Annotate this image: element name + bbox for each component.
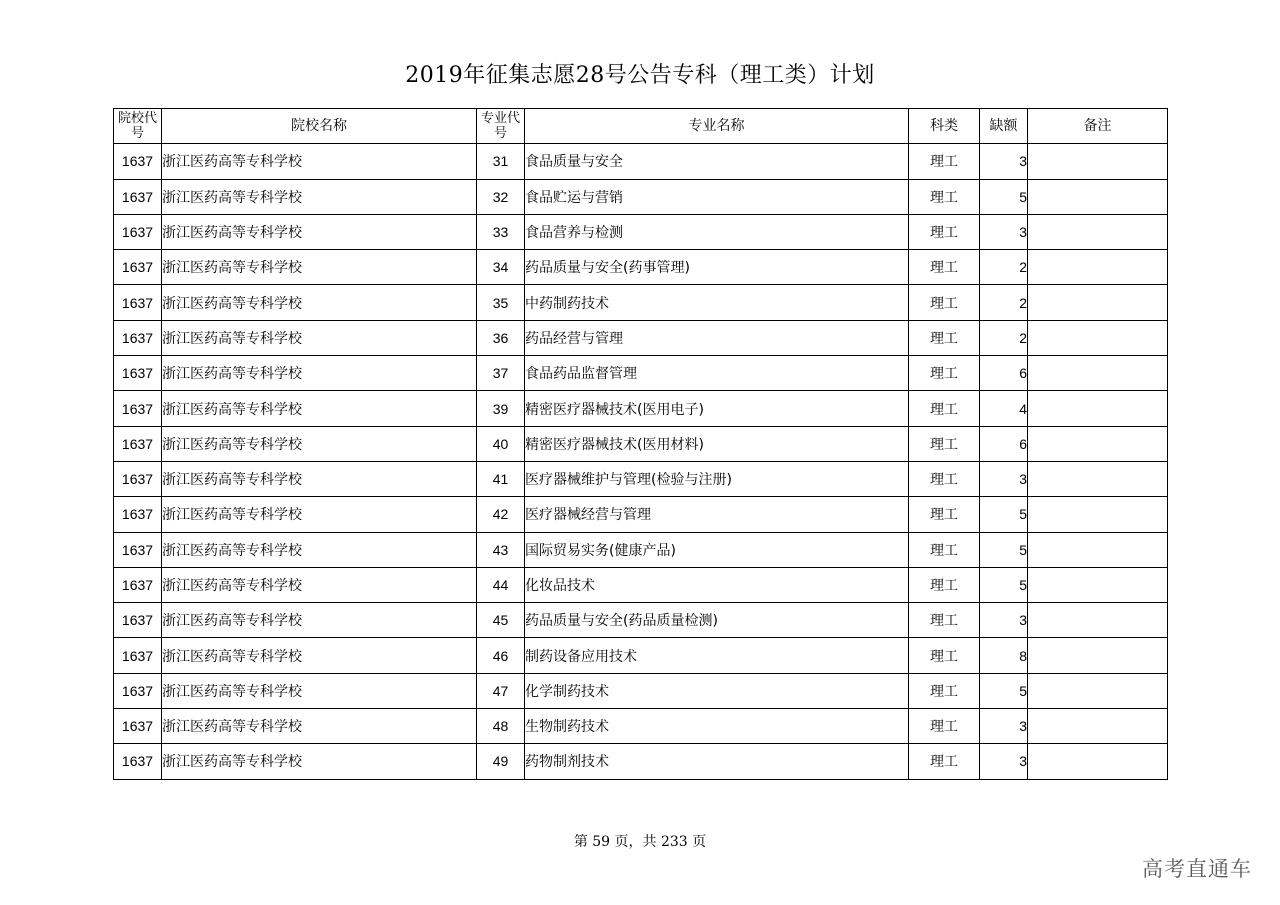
cell-major-name: 国际贸易实务(健康产品) bbox=[525, 532, 909, 567]
cell-school-name: 浙江医药高等专科学校 bbox=[162, 391, 477, 426]
cell-quota: 3 bbox=[980, 461, 1028, 496]
cell-note bbox=[1028, 144, 1168, 179]
cell-quota: 3 bbox=[980, 709, 1028, 744]
cell-major-name: 药品经营与管理 bbox=[525, 320, 909, 355]
table-row bbox=[114, 320, 1168, 355]
cell-category: 理工 bbox=[909, 179, 980, 214]
cell-quota: 5 bbox=[980, 179, 1028, 214]
cell-note bbox=[1028, 179, 1168, 214]
cell-school-code: 1637 bbox=[114, 567, 162, 602]
cell-major-name: 精密医疗器械技术(医用电子) bbox=[525, 391, 909, 426]
cell-school-code: 1637 bbox=[114, 214, 162, 249]
cell-major-name: 食品营养与检测 bbox=[525, 214, 909, 249]
cell-school-name: 浙江医药高等专科学校 bbox=[162, 709, 477, 744]
cell-school-code: 1637 bbox=[114, 320, 162, 355]
cell-major-code: 49 bbox=[477, 744, 525, 779]
cell-major-name: 药品质量与安全(药品质量检测) bbox=[525, 603, 909, 638]
watermark: 高考直通车 bbox=[1142, 857, 1252, 881]
cell-major-name: 医疗器械维护与管理(检验与注册) bbox=[525, 461, 909, 496]
cell-quota: 3 bbox=[980, 144, 1028, 179]
header-note: 备注 bbox=[1028, 109, 1168, 144]
cell-note bbox=[1028, 426, 1168, 461]
cell-category: 理工 bbox=[909, 673, 980, 708]
cell-quota: 6 bbox=[980, 426, 1028, 461]
cell-school-code: 1637 bbox=[114, 285, 162, 320]
cell-major-name: 医疗器械经营与管理 bbox=[525, 497, 909, 532]
cell-major-code: 47 bbox=[477, 673, 525, 708]
cell-school-code: 1637 bbox=[114, 603, 162, 638]
cell-quota: 5 bbox=[980, 673, 1028, 708]
cell-category: 理工 bbox=[909, 744, 980, 779]
cell-school-name: 浙江医药高等专科学校 bbox=[162, 426, 477, 461]
cell-major-code: 32 bbox=[477, 179, 525, 214]
cell-quota: 3 bbox=[980, 744, 1028, 779]
cell-major-name: 化妆品技术 bbox=[525, 567, 909, 602]
table-row bbox=[114, 532, 1168, 567]
cell-major-name: 制药设备应用技术 bbox=[525, 638, 909, 673]
header-school-name: 院校名称 bbox=[162, 109, 477, 144]
cell-major-code: 41 bbox=[477, 461, 525, 496]
cell-note bbox=[1028, 532, 1168, 567]
cell-school-code: 1637 bbox=[114, 391, 162, 426]
table-row bbox=[114, 285, 1168, 320]
cell-major-code: 36 bbox=[477, 320, 525, 355]
cell-school-code: 1637 bbox=[114, 497, 162, 532]
cell-major-code: 44 bbox=[477, 567, 525, 602]
cell-school-name: 浙江医药高等专科学校 bbox=[162, 603, 477, 638]
cell-school-name: 浙江医药高等专科学校 bbox=[162, 356, 477, 391]
cell-quota: 5 bbox=[980, 497, 1028, 532]
table-body bbox=[114, 144, 1168, 779]
table-row bbox=[114, 426, 1168, 461]
cell-category: 理工 bbox=[909, 320, 980, 355]
header-category: 科类 bbox=[909, 109, 980, 144]
header-major-name: 专业名称 bbox=[525, 109, 909, 144]
cell-quota: 5 bbox=[980, 532, 1028, 567]
cell-note bbox=[1028, 214, 1168, 249]
cell-school-name: 浙江医药高等专科学校 bbox=[162, 673, 477, 708]
cell-quota: 3 bbox=[980, 214, 1028, 249]
cell-note bbox=[1028, 285, 1168, 320]
cell-quota: 8 bbox=[980, 638, 1028, 673]
cell-category: 理工 bbox=[909, 250, 980, 285]
cell-quota: 6 bbox=[980, 356, 1028, 391]
cell-note bbox=[1028, 603, 1168, 638]
cell-school-code: 1637 bbox=[114, 356, 162, 391]
cell-school-name: 浙江医药高等专科学校 bbox=[162, 497, 477, 532]
cell-note bbox=[1028, 250, 1168, 285]
cell-school-name: 浙江医药高等专科学校 bbox=[162, 744, 477, 779]
cell-category: 理工 bbox=[909, 532, 980, 567]
table-row bbox=[114, 638, 1168, 673]
cell-major-name: 药品质量与安全(药事管理) bbox=[525, 250, 909, 285]
table-row bbox=[114, 673, 1168, 708]
page-footer: 第 59 页，共 233 页 bbox=[573, 834, 707, 850]
cell-major-code: 39 bbox=[477, 391, 525, 426]
cell-school-code: 1637 bbox=[114, 638, 162, 673]
cell-quota: 5 bbox=[980, 567, 1028, 602]
cell-school-name: 浙江医药高等专科学校 bbox=[162, 144, 477, 179]
cell-note bbox=[1028, 638, 1168, 673]
cell-note bbox=[1028, 497, 1168, 532]
header-major-code: 专业代号 bbox=[477, 109, 525, 144]
cell-note bbox=[1028, 461, 1168, 496]
cell-major-code: 42 bbox=[477, 497, 525, 532]
cell-school-name: 浙江医药高等专科学校 bbox=[162, 250, 477, 285]
cell-major-code: 35 bbox=[477, 285, 525, 320]
cell-category: 理工 bbox=[909, 214, 980, 249]
cell-school-name: 浙江医药高等专科学校 bbox=[162, 638, 477, 673]
header-quota: 缺额 bbox=[980, 109, 1028, 144]
cell-quota: 4 bbox=[980, 391, 1028, 426]
cell-major-code: 48 bbox=[477, 709, 525, 744]
cell-school-name: 浙江医药高等专科学校 bbox=[162, 461, 477, 496]
table-row bbox=[114, 744, 1168, 779]
cell-school-name: 浙江医药高等专科学校 bbox=[162, 179, 477, 214]
table-header-row bbox=[114, 109, 1168, 144]
cell-category: 理工 bbox=[909, 461, 980, 496]
cell-school-code: 1637 bbox=[114, 426, 162, 461]
plan-table bbox=[113, 108, 1168, 780]
cell-school-code: 1637 bbox=[114, 744, 162, 779]
cell-school-code: 1637 bbox=[114, 144, 162, 179]
cell-category: 理工 bbox=[909, 356, 980, 391]
cell-note bbox=[1028, 356, 1168, 391]
cell-major-code: 37 bbox=[477, 356, 525, 391]
table-row bbox=[114, 567, 1168, 602]
cell-school-name: 浙江医药高等专科学校 bbox=[162, 567, 477, 602]
cell-school-code: 1637 bbox=[114, 673, 162, 708]
cell-note bbox=[1028, 709, 1168, 744]
table-row bbox=[114, 144, 1168, 179]
cell-category: 理工 bbox=[909, 603, 980, 638]
cell-note bbox=[1028, 391, 1168, 426]
cell-note bbox=[1028, 320, 1168, 355]
cell-category: 理工 bbox=[909, 709, 980, 744]
cell-major-name: 食品质量与安全 bbox=[525, 144, 909, 179]
cell-major-code: 43 bbox=[477, 532, 525, 567]
cell-quota: 3 bbox=[980, 603, 1028, 638]
cell-category: 理工 bbox=[909, 497, 980, 532]
cell-note bbox=[1028, 567, 1168, 602]
cell-category: 理工 bbox=[909, 567, 980, 602]
page-title: 2019年征集志愿28号公告专科（理工类）计划 bbox=[405, 63, 875, 88]
cell-school-code: 1637 bbox=[114, 532, 162, 567]
cell-major-code: 46 bbox=[477, 638, 525, 673]
table-row bbox=[114, 497, 1168, 532]
cell-quota: 2 bbox=[980, 320, 1028, 355]
table-row bbox=[114, 356, 1168, 391]
cell-school-name: 浙江医药高等专科学校 bbox=[162, 320, 477, 355]
cell-category: 理工 bbox=[909, 144, 980, 179]
table-row bbox=[114, 250, 1168, 285]
table-row bbox=[114, 461, 1168, 496]
cell-major-name: 精密医疗器械技术(医用材料) bbox=[525, 426, 909, 461]
cell-major-name: 中药制药技术 bbox=[525, 285, 909, 320]
cell-school-code: 1637 bbox=[114, 709, 162, 744]
cell-category: 理工 bbox=[909, 638, 980, 673]
cell-school-name: 浙江医药高等专科学校 bbox=[162, 285, 477, 320]
cell-major-name: 化学制药技术 bbox=[525, 673, 909, 708]
cell-quota: 2 bbox=[980, 250, 1028, 285]
cell-major-code: 40 bbox=[477, 426, 525, 461]
cell-school-code: 1637 bbox=[114, 250, 162, 285]
cell-major-code: 34 bbox=[477, 250, 525, 285]
cell-category: 理工 bbox=[909, 285, 980, 320]
cell-school-name: 浙江医药高等专科学校 bbox=[162, 214, 477, 249]
cell-major-code: 31 bbox=[477, 144, 525, 179]
header-school-code: 院校代号 bbox=[114, 109, 162, 144]
cell-school-code: 1637 bbox=[114, 179, 162, 214]
table-row bbox=[114, 179, 1168, 214]
table-row bbox=[114, 603, 1168, 638]
cell-major-name: 食品贮运与营销 bbox=[525, 179, 909, 214]
cell-note bbox=[1028, 744, 1168, 779]
table-row bbox=[114, 709, 1168, 744]
cell-major-name: 生物制药技术 bbox=[525, 709, 909, 744]
cell-category: 理工 bbox=[909, 391, 980, 426]
cell-school-name: 浙江医药高等专科学校 bbox=[162, 532, 477, 567]
cell-major-name: 药物制剂技术 bbox=[525, 744, 909, 779]
cell-note bbox=[1028, 673, 1168, 708]
cell-category: 理工 bbox=[909, 426, 980, 461]
cell-quota: 2 bbox=[980, 285, 1028, 320]
cell-major-code: 33 bbox=[477, 214, 525, 249]
table-row bbox=[114, 214, 1168, 249]
cell-school-code: 1637 bbox=[114, 461, 162, 496]
cell-major-name: 食品药品监督管理 bbox=[525, 356, 909, 391]
table-row bbox=[114, 391, 1168, 426]
cell-major-code: 45 bbox=[477, 603, 525, 638]
